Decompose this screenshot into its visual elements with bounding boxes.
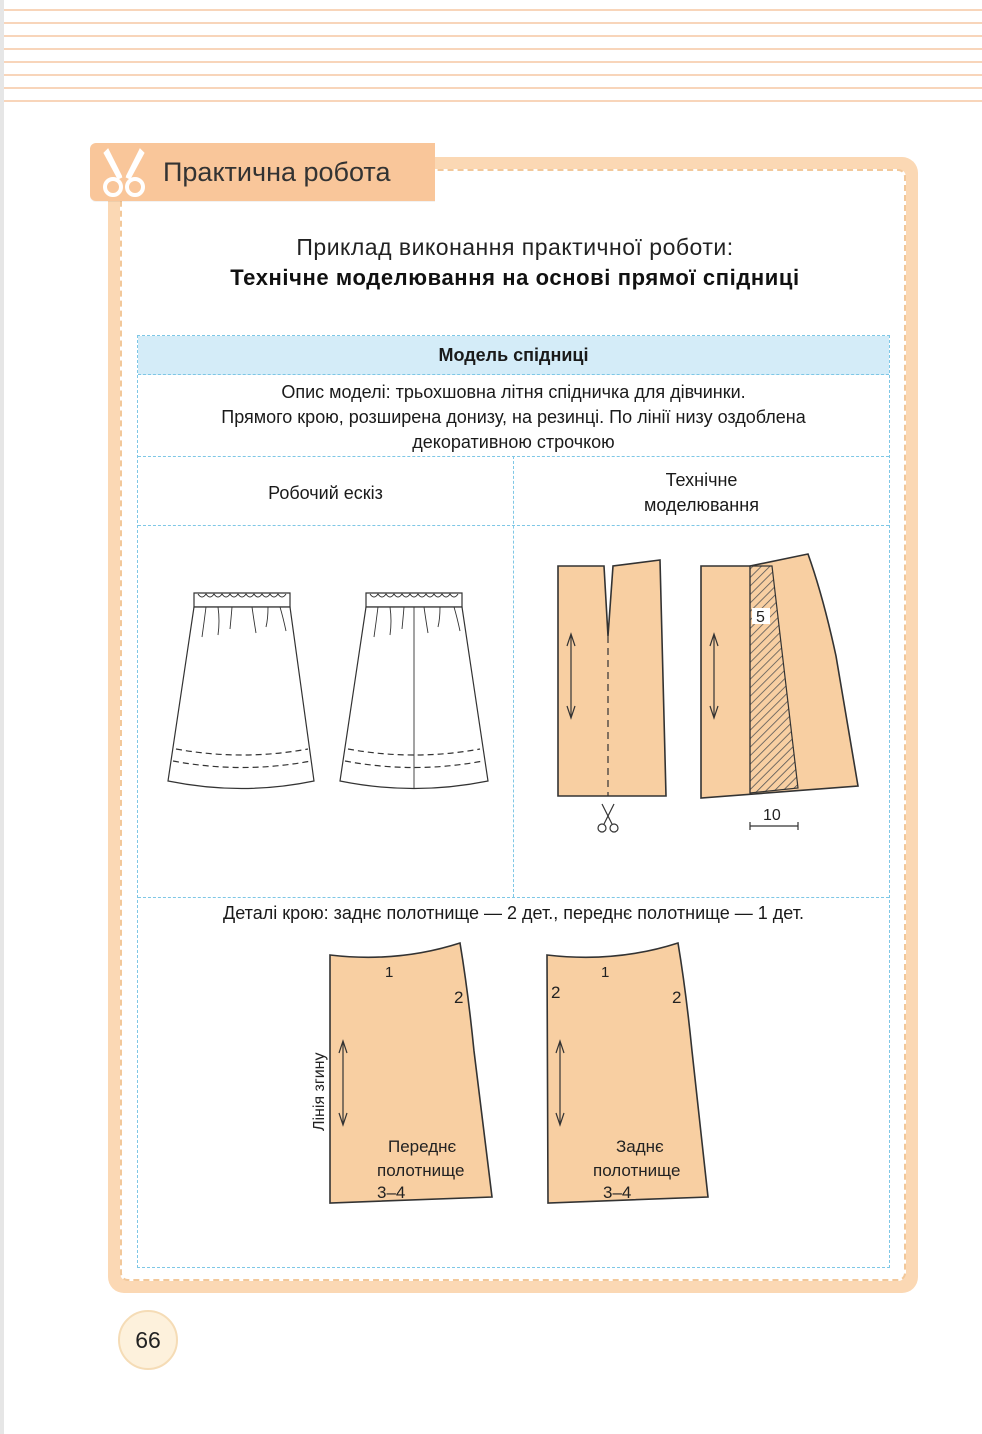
back-label: полотнище bbox=[593, 1161, 681, 1180]
tech-panel-1 bbox=[558, 560, 666, 796]
model-description bbox=[138, 380, 889, 455]
back-label: 3–4 bbox=[603, 1183, 632, 1202]
table-header-row bbox=[138, 336, 889, 375]
scissors-icon bbox=[598, 804, 618, 832]
front-label: полотнище bbox=[377, 1161, 465, 1180]
heading-line1: Приклад виконання практичної роботи: bbox=[296, 234, 734, 260]
badge-title: Практична робота bbox=[163, 157, 391, 187]
front-label: Переднє bbox=[388, 1137, 457, 1156]
description-line: Опис моделі: трьохшовна літня спідничка для дівчинки. bbox=[281, 382, 746, 402]
skirt-sketch bbox=[158, 581, 508, 801]
back-num-left: 2 bbox=[551, 983, 561, 1002]
tech-hem-label: 10 bbox=[763, 807, 781, 824]
col-label-tech-line: моделювання bbox=[644, 495, 759, 515]
page-number: 66 bbox=[118, 1310, 178, 1370]
front-fold-line: Лінія згину bbox=[311, 1052, 328, 1131]
page-left-edge bbox=[0, 0, 4, 1434]
tech-stripe-label: 5 bbox=[756, 609, 765, 626]
skirt-front-sketch bbox=[168, 593, 314, 789]
column-divider bbox=[513, 456, 514, 897]
col-label-tech-line: Технічне bbox=[665, 470, 738, 490]
front-label: 3–4 bbox=[377, 1183, 406, 1202]
model-table bbox=[137, 335, 890, 1268]
section-badge bbox=[90, 143, 435, 201]
scissors-icon bbox=[94, 143, 154, 203]
tech-panel-2 bbox=[701, 554, 858, 830]
back-label: Заднє bbox=[616, 1137, 664, 1156]
front-num-top: 1 bbox=[385, 964, 394, 981]
skirt-back-sketch bbox=[340, 593, 488, 789]
col-label-sketch: Робочий ескіз bbox=[268, 483, 383, 503]
heading-line2: Технічне моделювання на основі прямої спідниці bbox=[230, 265, 800, 290]
row-divider bbox=[138, 897, 889, 898]
description-line: Прямого крою, розширена донизу, на резинці. По лінії низу оздоблена bbox=[221, 407, 806, 427]
front-num-side: 2 bbox=[454, 988, 464, 1007]
back-num-right: 2 bbox=[672, 988, 682, 1007]
description-line: декоративною строчкою bbox=[412, 432, 615, 452]
table-header: Модель спідниці bbox=[438, 345, 589, 365]
cut-details: Деталі крою: заднє полотнище — 2 дет., переднє полотнище — 1 дет. bbox=[223, 903, 804, 923]
ruled-lines bbox=[0, 0, 982, 110]
back-num-top: 1 bbox=[601, 964, 610, 981]
technical-modelling bbox=[518, 546, 878, 866]
cut-panels bbox=[298, 941, 738, 1231]
col-label-tech bbox=[514, 468, 889, 518]
